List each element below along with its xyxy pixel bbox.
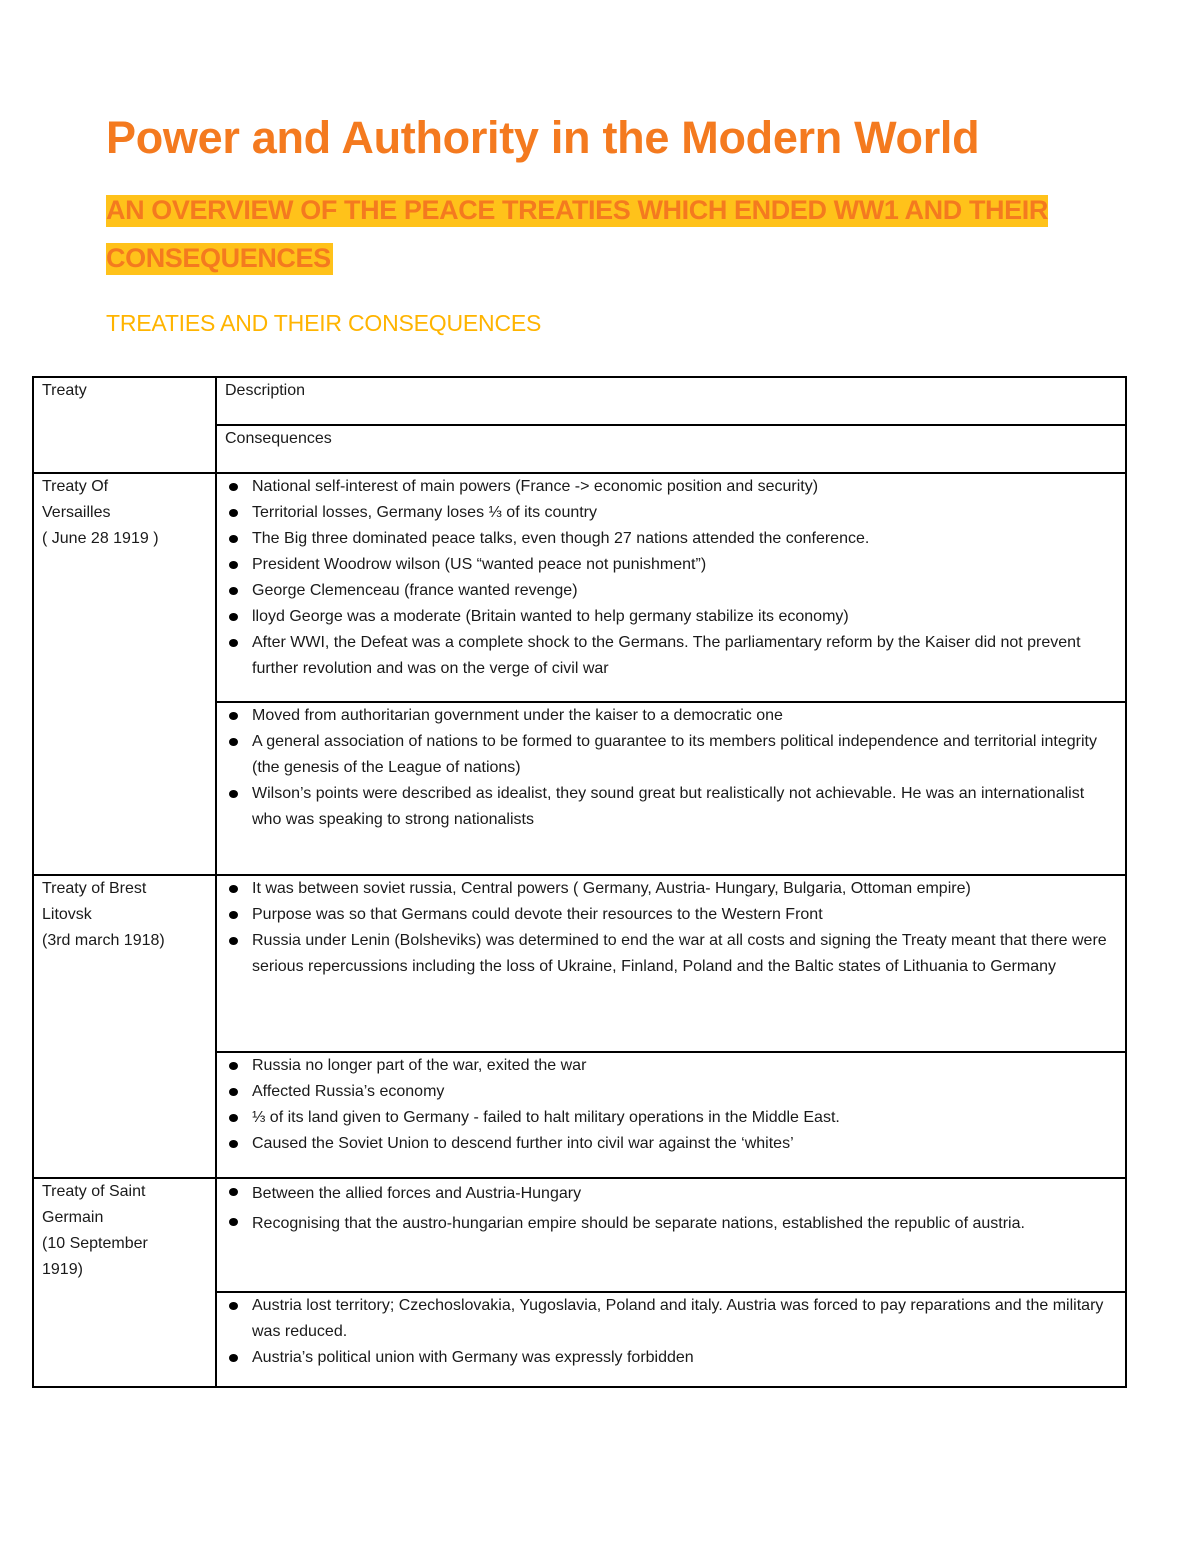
treaty-date: (3rd march 1918): [42, 932, 165, 949]
list-item: Russia under Lenin (Bolsheviks) was determined to end the war at all costs and signing the Treaty meant that there were serious repercussions including the loss of Ukraine, Finland, Poland and the Baltic states of Lithuania to Germany: [225, 928, 1115, 980]
list-item: National self-interest of main powers (France -> economic position and security): [225, 474, 1115, 500]
table-row: [33, 875, 1126, 1052]
list-item: Purpose was so that Germans could devote their resources to the Western Front: [225, 902, 1115, 928]
treaty-name-line: Germain: [42, 1209, 104, 1226]
list-item: Wilson’s points were described as idealist, they sound great but realistically not achievable. He was an internationalist who was speaking to strong nationalists: [225, 781, 1115, 833]
description-list: [225, 474, 1115, 682]
consequences-list: [225, 1293, 1115, 1371]
list-item: Austria’s political union with Germany was expressly forbidden: [225, 1345, 1115, 1371]
document-subtitle: [106, 186, 1086, 282]
treaty-name-line: Versailles: [42, 504, 111, 521]
description-cell: [216, 875, 1126, 1052]
table-row: [33, 1178, 1126, 1292]
treaty-date: ( June 28 1919 ): [42, 530, 159, 547]
subtitle-highlight: AN OVERVIEW OF THE PEACE TREATIES WHICH ENDED WW1 AND THEIR CONSEQUENCES: [106, 195, 1048, 273]
list-item: The Big three dominated peace talks, even though 27 nations attended the conference.: [225, 526, 1115, 552]
list-item: lloyd George was a moderate (Britain wanted to help germany stabilize its economy): [225, 604, 1115, 630]
treaty-name-line: Treaty of Brest: [42, 880, 147, 897]
list-item: Affected Russia’s economy: [225, 1079, 1115, 1105]
list-item: George Clemenceau (france wanted revenge): [225, 578, 1115, 604]
header-consequences: Consequences: [216, 425, 1126, 473]
header-description: Description: [216, 377, 1126, 425]
consequences-list: [225, 703, 1115, 833]
list-item: Austria lost territory; Czechoslovakia, Yugoslavia, Poland and italy. Austria was forced to pay reparations and the military was reduced.: [225, 1293, 1115, 1345]
treaty-name-cell: [33, 875, 216, 1178]
list-item: It was between soviet russia, Central powers ( Germany, Austria- Hungary, Bulgaria, Ottoman empire): [225, 876, 1115, 902]
treaties-table: [32, 376, 1127, 1388]
section-heading: TREATIES AND THEIR CONSEQUENCES: [106, 310, 542, 336]
consequences-list: [225, 1053, 1115, 1157]
treaty-name-line: Treaty of Saint: [42, 1183, 146, 1200]
list-item: After WWI, the Defeat was a complete shock to the Germans. The parliamentary reform by the Kaiser did not prevent further revolution and was on the verge of civil war: [225, 630, 1115, 682]
header-treaty: Treaty: [33, 377, 216, 473]
consequences-cell: [216, 1052, 1126, 1178]
list-item: Between the allied forces and Austria-Hungary: [225, 1179, 1115, 1209]
consequences-cell: [216, 1292, 1126, 1387]
page-title: Power and Authority in the Modern World: [106, 112, 980, 163]
description-list: [225, 1179, 1115, 1239]
treaty-name-line: Treaty Of: [42, 478, 109, 495]
treaty-name-cell: [33, 1178, 216, 1387]
list-item: Caused the Soviet Union to descend further into civil war against the ‘whites’: [225, 1131, 1115, 1157]
list-item: President Woodrow wilson (US “wanted peace not punishment”): [225, 552, 1115, 578]
description-cell: [216, 473, 1126, 702]
description-list: [225, 876, 1115, 980]
list-item: ⅓ of its land given to Germany - failed to halt military operations in the Middle East.: [225, 1105, 1115, 1131]
consequences-cell: [216, 702, 1126, 875]
treaty-name-line: Litovsk: [42, 906, 92, 923]
list-item: A general association of nations to be formed to guarantee to its members political independence and territorial integrity (the genesis of the League of nations): [225, 729, 1115, 781]
list-item: Territorial losses, Germany loses ⅓ of its country: [225, 500, 1115, 526]
list-item: Moved from authoritarian government under the kaiser to a democratic one: [225, 703, 1115, 729]
treaty-name-cell: [33, 473, 216, 875]
treaty-date: (10 September: [42, 1235, 148, 1252]
table-row: [33, 473, 1126, 702]
list-item: Russia no longer part of the war, exited the war: [225, 1053, 1115, 1079]
treaty-date: 1919): [42, 1261, 83, 1278]
table-header-row: [33, 377, 1126, 425]
list-item: Recognising that the austro-hungarian empire should be separate nations, established the republic of austria.: [225, 1209, 1115, 1239]
description-cell: [216, 1178, 1126, 1292]
